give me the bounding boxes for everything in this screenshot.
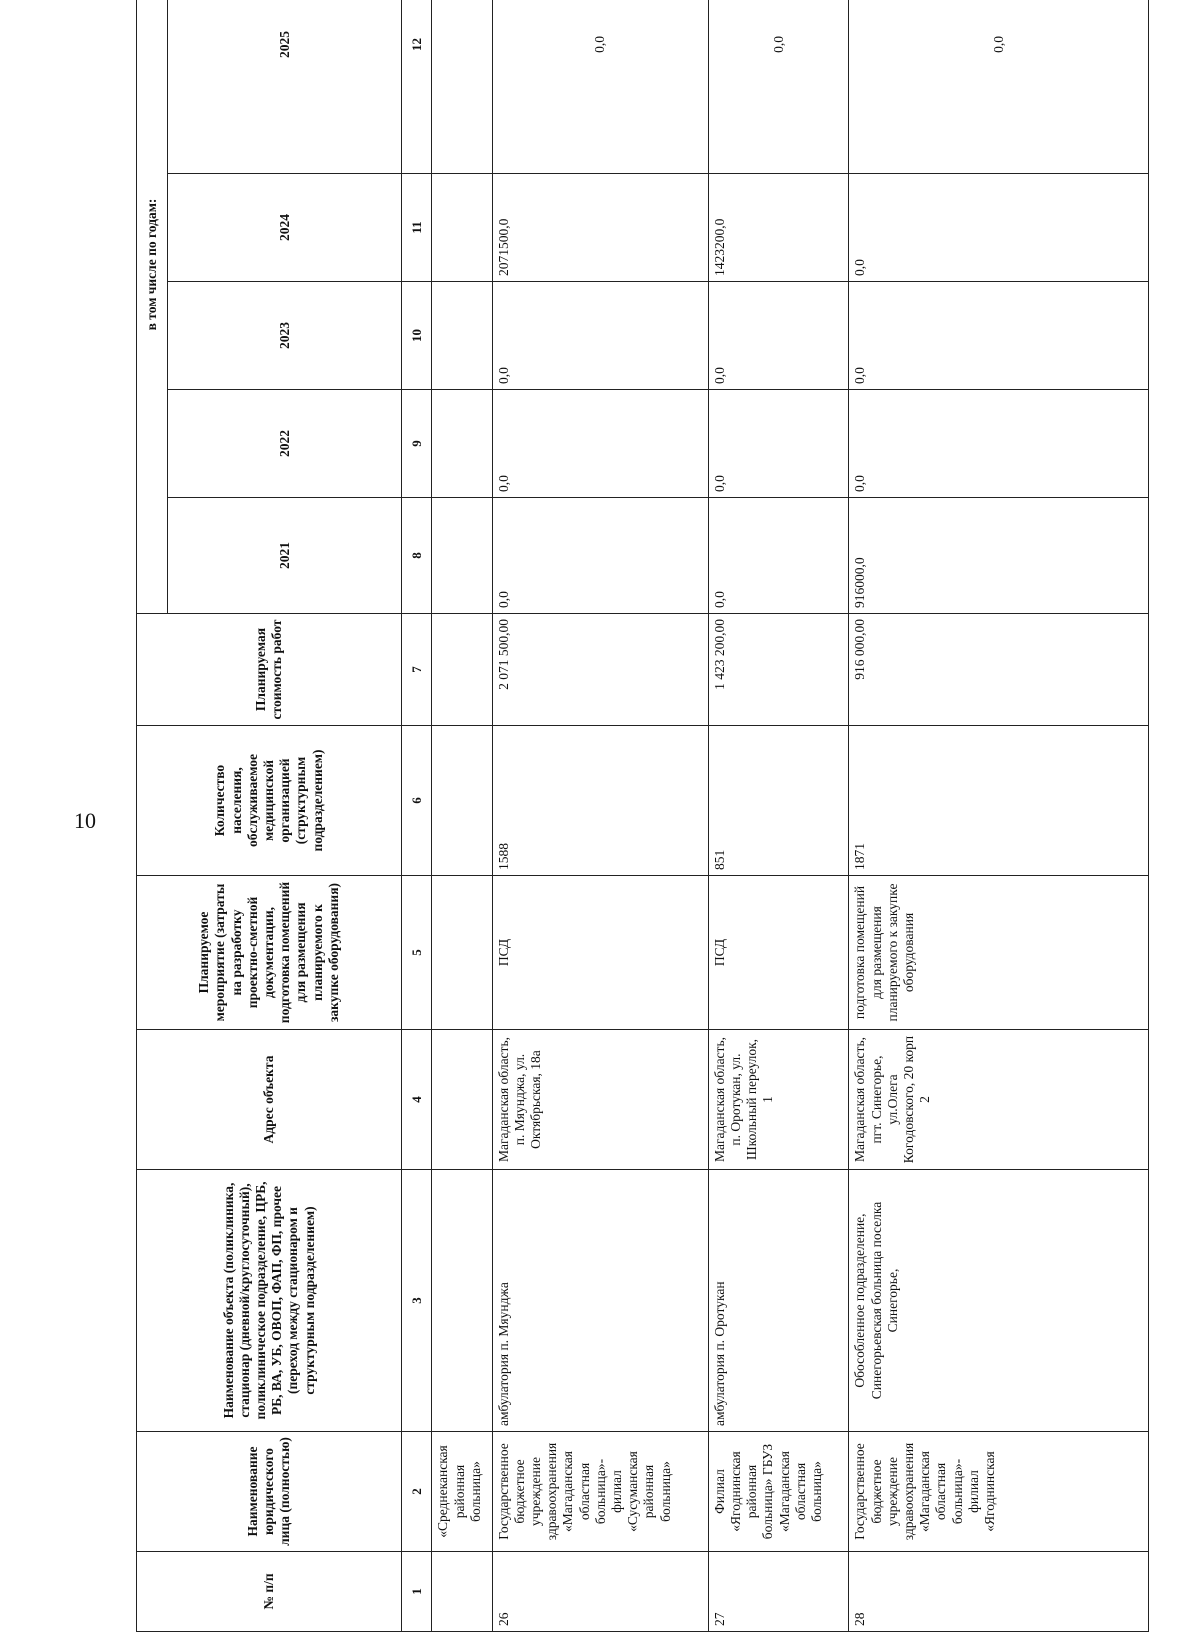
cell-num: 26 — [492, 1552, 708, 1632]
cell-2025: 0,0 — [492, 0, 708, 174]
cell-address: Магаданская область, п. Мяунджа, ул. Октябрьская, 18а — [492, 1030, 708, 1170]
rotated-table-container — [136, 30, 1149, 1632]
header-measure: Планируемое мероприятие (затраты на разработку проектно-сметной документации, подготовка помещений для размещения планируемого к закупке оборудования) — [137, 876, 402, 1030]
header-object: Наименование объекта (поликлиника, стационар (дневной/круглосуточный), поликлиническое подразделение, ЦРБ, РБ, ВА, УБ, ОВОП, ФАП, ФП, прочее (переход между стационаром и структурным подразделением) — [137, 1170, 402, 1432]
cell-2021: 0,0 — [708, 498, 849, 614]
objects-table — [136, 0, 1149, 1632]
header-year-2023: 2023 — [168, 282, 402, 390]
cell-object: амбулатория п. Мяунджа — [492, 1170, 708, 1432]
cell-2023: 0,0 — [849, 282, 1149, 390]
cell-address — [432, 1030, 492, 1170]
cell-entity: Государственное бюджетное учреждение здравоохранения «Магаданская областная больница»- филиал «Сусуманская районная больница» — [492, 1432, 708, 1552]
cell-population — [432, 726, 492, 876]
cell-entity: Государственное бюджетное учреждение здравоохранения «Магаданская областная больница»- филиал «Ягоднинская — [849, 1432, 1149, 1552]
cell-object — [432, 1170, 492, 1432]
header-year-2025: 2025 — [168, 0, 402, 174]
header-year-2024: 2024 — [168, 174, 402, 282]
cell-2021 — [432, 498, 492, 614]
cell-measure: ПСД — [708, 876, 849, 1030]
header-num: № п/п — [137, 1552, 402, 1632]
cell-2022: 0,0 — [492, 390, 708, 498]
cell-cost: 1 423 200,00 — [708, 614, 849, 726]
cell-cost: 916 000,00 — [849, 614, 1149, 726]
page-number: 10 — [74, 808, 96, 833]
column-number: 1 — [402, 1552, 432, 1632]
column-number: 3 — [402, 1170, 432, 1432]
cell-2021: 916000,0 — [849, 498, 1149, 614]
column-number: 2 — [402, 1432, 432, 1552]
cell-2023 — [432, 282, 492, 390]
cell-population: 851 — [708, 726, 849, 876]
cell-2024: 0,0 — [849, 174, 1149, 282]
cell-measure: подготовка помещений для размещения планируемого к закупке оборудования — [849, 876, 1149, 1030]
column-number: 5 — [402, 876, 432, 1030]
cell-num: 27 — [708, 1552, 849, 1632]
cell-2021: 0,0 — [492, 498, 708, 614]
header-entity: Наименование юридического лица (полностью) — [137, 1432, 402, 1552]
header-year-2021: 2021 — [168, 498, 402, 614]
cell-address: Магаданская область, пгт. Синегорье, ул.Олега Когодовского, 20 корп 2 — [849, 1030, 1149, 1170]
column-number: 6 — [402, 726, 432, 876]
cell-population: 1871 — [849, 726, 1149, 876]
cell-2023: 0,0 — [708, 282, 849, 390]
cell-address: Магаданская область, п. Оротукан, ул. Школьный переулок, 1 — [708, 1030, 849, 1170]
header-cost: Планируемая стоимость работ — [137, 614, 402, 726]
column-number: 4 — [402, 1030, 432, 1170]
cell-2022: 0,0 — [849, 390, 1149, 498]
cell-2022 — [432, 390, 492, 498]
cell-2024: 1423200,0 — [708, 174, 849, 282]
cell-cost — [432, 614, 492, 726]
column-number: 7 — [402, 614, 432, 726]
column-number: 9 — [402, 390, 432, 498]
cell-population: 1588 — [492, 726, 708, 876]
cell-cost: 2 071 500,00 — [492, 614, 708, 726]
cell-measure — [432, 876, 492, 1030]
cell-num: 28 — [849, 1552, 1149, 1632]
cell-entity: Филиал «Ягоднинская районная больница» ГБУЗ «Магаданская областная больница» — [708, 1432, 849, 1552]
cell-2023: 0,0 — [492, 282, 708, 390]
table-row — [708, 0, 849, 1632]
column-number: 11 — [402, 174, 432, 282]
column-number: 8 — [402, 498, 432, 614]
cell-num — [432, 1552, 492, 1632]
cell-2025 — [432, 0, 492, 174]
cell-measure: ПСД — [492, 876, 708, 1030]
cell-2024 — [432, 174, 492, 282]
header-address: Адрес объекта — [137, 1030, 402, 1170]
header-population: Количество населения, обслуживаемое медицинской организацией (структурным подразделением) — [137, 726, 402, 876]
cell-object: амбулатория п. Оротукан — [708, 1170, 849, 1432]
header-year-2022: 2022 — [168, 390, 402, 498]
table-row — [432, 0, 492, 1632]
column-number: 12 — [402, 0, 432, 174]
cell-2025: 0,0 — [849, 0, 1149, 174]
cell-object: Обособленное подразделение, Синегорьевская больница поселка Синегорье, — [849, 1170, 1149, 1432]
table-row — [849, 0, 1149, 1632]
cell-2022: 0,0 — [708, 390, 849, 498]
cell-entity: «Среднеканская районная больница» — [432, 1432, 492, 1552]
column-number: 10 — [402, 282, 432, 390]
cell-2024: 2071500,0 — [492, 174, 708, 282]
cell-2025: 0,0 — [708, 0, 849, 174]
table-row — [492, 0, 708, 1632]
header-years-group: в том числе по годам: — [137, 0, 168, 614]
